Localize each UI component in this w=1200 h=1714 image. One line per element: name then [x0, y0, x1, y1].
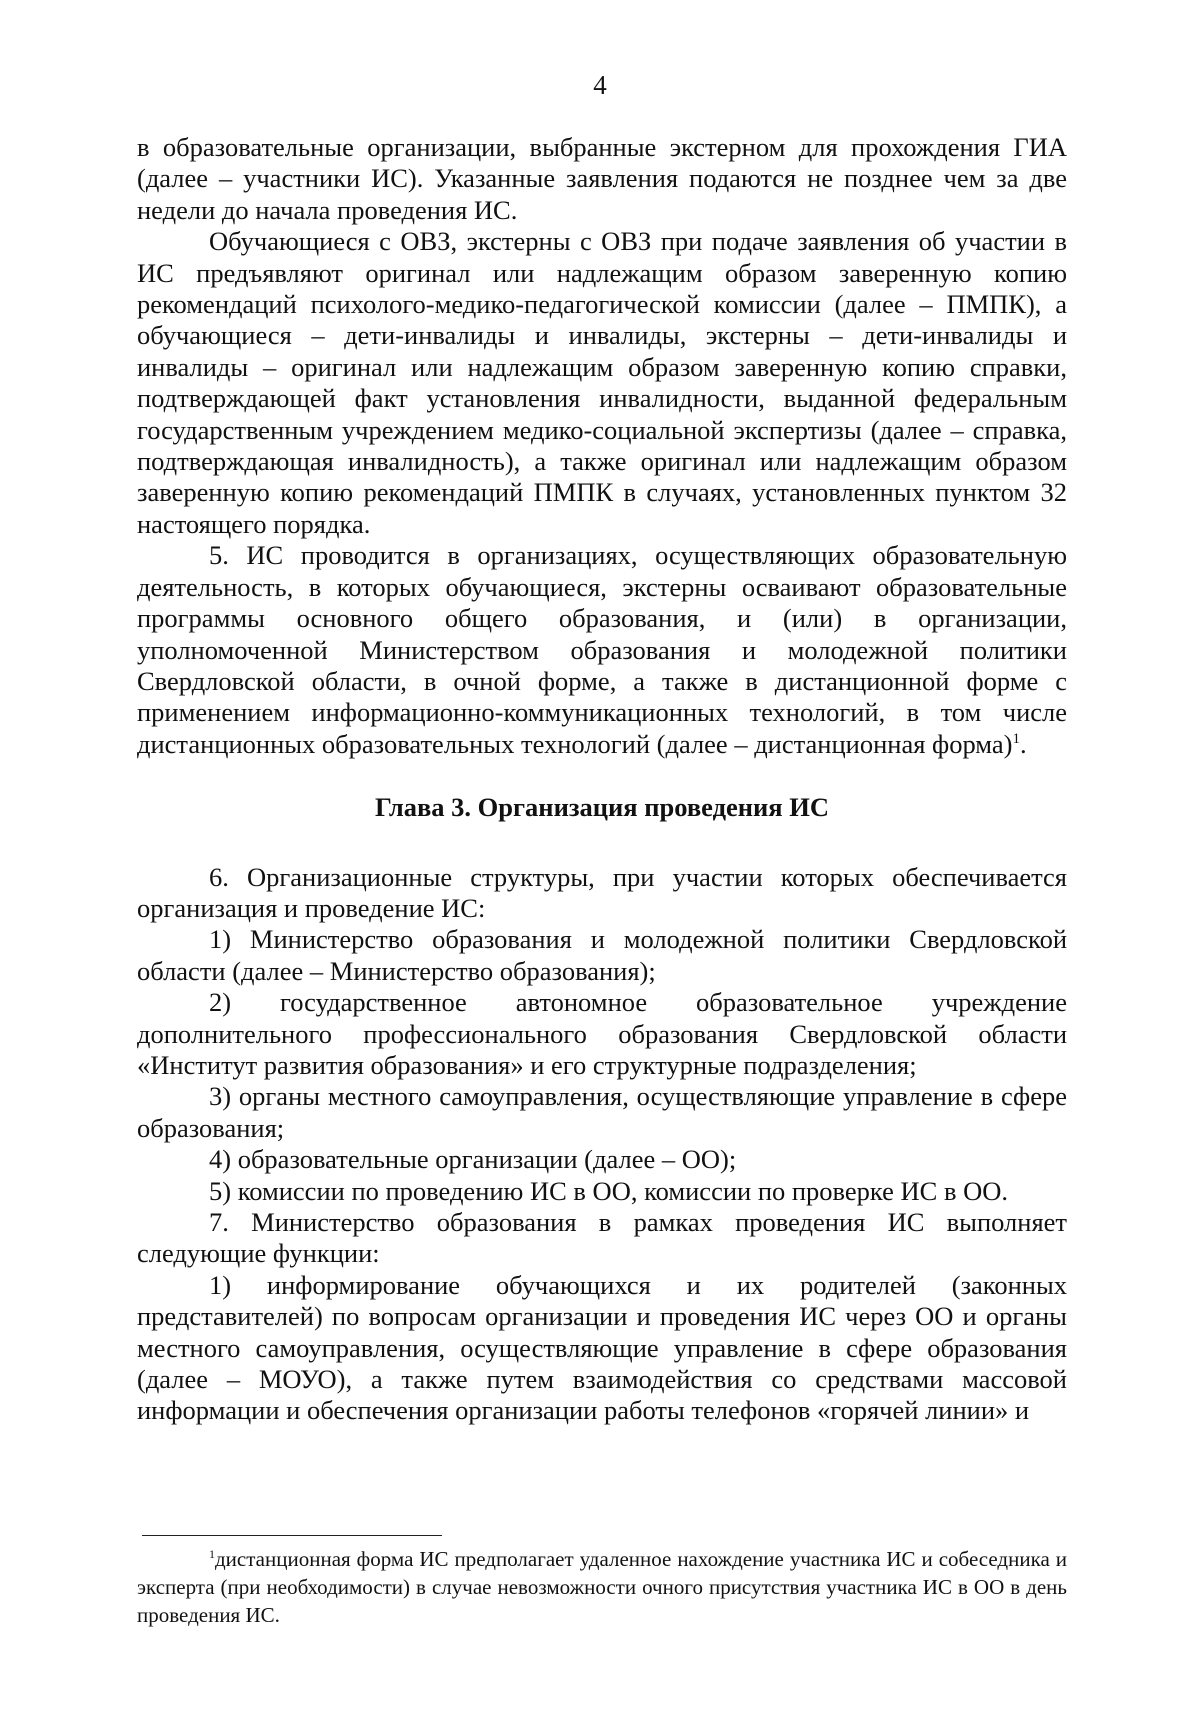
- list-item-6-1: 1) Министерство образования и молодежной политики Свердловской области (далее – Министерство образования);: [137, 924, 1067, 986]
- list-item-6-4: 4) образовательные организации (далее – ОО);: [209, 1144, 737, 1175]
- list-item-6-5: 5) комиссии по проведению ИС в ОО, комиссии по проверке ИС в ОО.: [209, 1175, 1008, 1206]
- footnote-marker: 1: [209, 1547, 215, 1561]
- list-item-6-2: 2) государственное автономное образовательное учреждение дополнительного профессионального образования Свердловской области «Институт развития образования» и его структурные подразделения;: [137, 987, 1067, 1080]
- footnote-separator: [142, 1535, 442, 1536]
- paragraph-item-5-text: 5. ИС проводится в организациях, осуществляющих образовательную деятельность, в которых обучающиеся, экстерны осваивают образовательные программы основного общего образования, и (или) в организации, уполномоченной Министерством образования и молодежной политики Свердловской области, в очной форме, а также в дистанционной форме с применением информационно-коммуникационных технологий, в том числе дистанционных образовательных технологий (далее – дистанционная форма): [137, 540, 1067, 759]
- paragraph-ovz-documents: Обучающиеся с ОВЗ, экстерны с ОВЗ при подаче заявления об участии в ИС предъявляют оригинал или надлежащим образом заверенную копию рекомендаций психолого-медико-педагогической комиссии (далее – ПМПК), а обучающиеся – дети-инвалиды и инвалиды, экстерны – дети-инвалиды и инвалиды – оригинал или надлежащим образом заверенную копию справки, подтверждающей факт установления инвалидности, выданной федеральным государственным учреждением медико-социальной экспертизы (далее – справка, подтверждающая инвалидность), а также оригинал или надлежащим образом заверенную копию рекомендаций ПМПК в случаях, установленных пунктом 32 настоящего порядка.: [137, 226, 1067, 539]
- document-body: [137, 132, 1067, 1427]
- paragraph-item-7: 7. Министерство образования в рамках проведения ИС выполняет следующие функции:: [137, 1207, 1067, 1269]
- footnote-text: [137, 1545, 1067, 1629]
- chapter-heading: Глава 3. Организация проведения ИС: [375, 792, 829, 823]
- paragraph-continuation: в образовательные организации, выбранные экстерном для прохождения ГИА (далее – участники ИС). Указанные заявления подаются не позднее чем за две недели до начала проведения ИС.: [137, 132, 1067, 225]
- footnote-body: дистанционная форма ИС предполагает удаленное нахождение участника ИС и собеседника и эксперта (при необходимости) в случае невозможности очного присутствия участника ИС в ОО в день проведения ИС.: [137, 1547, 1067, 1627]
- footnote-reference[interactable]: 1: [1012, 730, 1020, 747]
- paragraph-item-6: 6. Организационные структуры, при участии которых обеспечивается организация и проведение ИС:: [137, 861, 1067, 923]
- page-number: 4: [593, 70, 607, 100]
- paragraph-item-5-end: .: [1019, 728, 1027, 759]
- list-item-6-3: 3) органы местного самоуправления, осуществляющие управление в сфере образования;: [137, 1081, 1067, 1143]
- footnote: [137, 1545, 1067, 1629]
- list-item-7-1: 1) информирование обучающихся и их родителей (законных представителей) по вопросам организации и проведения ИС через ОО и органы местного самоуправления, осуществляющие управление в сфере образования (далее – МОУО), а также путем взаимодействия со средствами массовой информации и обеспечения организации работы телефонов «горячей линии» и: [137, 1269, 1067, 1426]
- paragraph-item-5: [137, 540, 1067, 760]
